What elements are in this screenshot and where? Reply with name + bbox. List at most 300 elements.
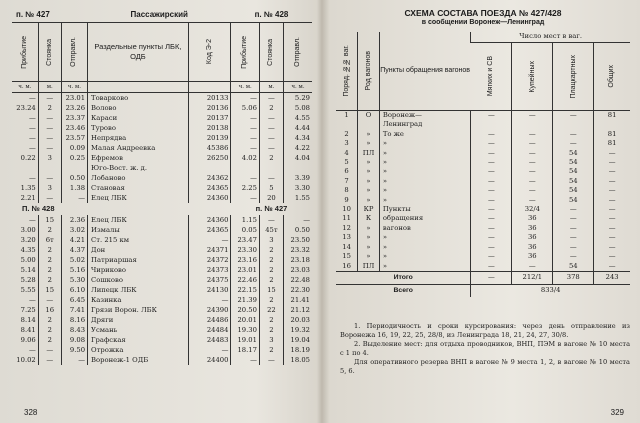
timetable-row xyxy=(12,285,312,295)
time-cell: 6.45 xyxy=(61,295,87,305)
time-cell: 23.46 xyxy=(61,123,87,133)
time-cell: — xyxy=(259,173,283,183)
seats-platzkart xyxy=(553,120,594,129)
group-header-seats: Число мест в ваг. xyxy=(471,32,630,43)
consist-row xyxy=(336,111,630,121)
time-cell: 24365 xyxy=(188,183,231,193)
time-cell: — xyxy=(28,296,36,304)
time-cell xyxy=(61,163,87,173)
car-route: » xyxy=(379,196,471,205)
timetable-row xyxy=(12,355,312,365)
seats-platzkart: 54 xyxy=(553,186,594,195)
time-cell: — xyxy=(28,94,36,102)
grand-total-label: Всего xyxy=(336,284,471,297)
train-right-label: п. № 428 xyxy=(231,8,312,23)
car-number: 14 xyxy=(342,242,351,251)
seats-soft: — xyxy=(471,177,512,186)
station-name: Липецк ЛБК xyxy=(88,285,189,295)
car-number: 13 xyxy=(342,233,351,242)
unit-label xyxy=(188,82,231,93)
seats-common: — xyxy=(594,224,630,233)
car-number: 11 xyxy=(342,214,351,223)
car-type: » xyxy=(358,252,380,261)
seats-common xyxy=(594,120,630,129)
car-number: 3 xyxy=(344,139,349,148)
time-cell: 20137 xyxy=(188,113,231,123)
time-cell: 22.48 xyxy=(283,275,312,285)
time-cell: 0.05 xyxy=(231,225,259,235)
time-cell: 0.22 xyxy=(20,154,36,162)
seats-soft: — xyxy=(471,149,512,158)
car-number xyxy=(336,120,358,129)
time-cell: 3.02 xyxy=(61,225,87,235)
time-cell: 2 xyxy=(259,345,283,355)
timetable-row xyxy=(12,123,312,133)
time-cell: 3 xyxy=(259,235,283,245)
timetable-row xyxy=(12,163,312,173)
seats-common: — xyxy=(594,243,630,252)
car-route: Ленинград xyxy=(379,120,471,129)
time-cell: 19.32 xyxy=(283,325,312,335)
time-cell: — xyxy=(28,134,36,142)
time-cell xyxy=(12,163,38,173)
col-header-arrival: Прибытие xyxy=(20,35,28,69)
train-left-label: п. № 427 xyxy=(12,8,88,23)
car-number: 2 xyxy=(344,129,349,138)
time-cell: 20 xyxy=(259,193,283,203)
seats-common: — xyxy=(594,214,630,223)
car-type: » xyxy=(358,167,380,176)
time-cell xyxy=(259,163,283,173)
time-cell: 7.25 xyxy=(20,306,36,314)
car-type: ПЛ xyxy=(358,149,380,158)
seats-coupe: — xyxy=(512,177,553,186)
car-route: вагонов xyxy=(379,224,471,233)
station-name: Малая Андреевка xyxy=(88,143,189,153)
time-cell: 22 xyxy=(259,305,283,315)
time-cell: — xyxy=(231,133,259,143)
seats-platzkart: 54 xyxy=(553,167,594,176)
time-cell: 18.05 xyxy=(283,355,312,365)
time-cell: 1.35 xyxy=(20,184,36,192)
timetable-row xyxy=(12,153,312,163)
time-cell: 4.34 xyxy=(283,133,312,143)
car-type: О xyxy=(358,111,380,121)
col-header-car-type: Род вагонов xyxy=(364,51,372,91)
time-cell: 7.41 xyxy=(61,305,87,315)
car-route: То же xyxy=(379,130,471,139)
time-cell: 24365 xyxy=(188,225,231,235)
seats-coupe: — xyxy=(512,139,553,148)
car-type xyxy=(358,120,380,129)
seats-platzkart: — xyxy=(553,243,594,252)
col-header-car-number: Поряд. №№ ваг. xyxy=(342,45,350,97)
time-cell: 2 xyxy=(259,325,283,335)
col-header-code: Код Э-2 xyxy=(205,39,213,65)
seats-soft: — xyxy=(471,139,512,148)
consist-subtitle: в сообщении Воронеж—Ленинград xyxy=(421,19,545,26)
time-cell: 3 xyxy=(259,335,283,345)
time-cell: — xyxy=(231,173,259,183)
time-cell: — xyxy=(188,235,231,245)
car-type: » xyxy=(358,196,380,205)
seats-coupe: — xyxy=(512,186,553,195)
seats-coupe: — xyxy=(512,262,553,272)
car-route: » xyxy=(379,262,471,272)
time-cell: 2 xyxy=(259,295,283,305)
unit-label: ч. м. xyxy=(283,82,312,93)
timetable-row xyxy=(12,193,312,203)
time-cell: 6т xyxy=(38,235,61,245)
time-cell: 5.00 xyxy=(20,256,36,264)
seats-common: — xyxy=(594,196,630,205)
time-cell: 4.55 xyxy=(283,113,312,123)
time-cell: 2 xyxy=(259,315,283,325)
unit-label: ч. м. xyxy=(12,82,38,93)
station-name: Дряги xyxy=(88,315,189,325)
train-category: Пассажирский xyxy=(88,8,231,23)
station-name: Воронеж-1 ОДБ xyxy=(88,355,189,365)
consist-row xyxy=(336,262,630,272)
time-cell: — xyxy=(188,345,231,355)
time-cell: 10.02 xyxy=(16,356,36,364)
car-route: обращения xyxy=(379,214,471,223)
time-cell: 20.01 xyxy=(231,315,259,325)
seats-coupe: 36 xyxy=(512,252,553,261)
seats-coupe: 36 xyxy=(512,243,553,252)
seats-coupe: — xyxy=(512,130,553,139)
time-cell: — xyxy=(259,133,283,143)
time-cell: 5.29 xyxy=(283,93,312,104)
seats-soft: — xyxy=(471,243,512,252)
seats-platzkart: — xyxy=(553,214,594,223)
time-cell: 23.32 xyxy=(283,245,312,255)
total-soft: — xyxy=(471,271,512,284)
page-number-left: 328 xyxy=(24,408,38,417)
time-cell xyxy=(231,163,259,173)
time-cell: 1.38 xyxy=(61,183,87,193)
time-cell: 2 xyxy=(38,245,61,255)
seats-soft: — xyxy=(471,205,512,214)
seats-soft: — xyxy=(471,167,512,176)
time-cell: 2 xyxy=(38,265,61,275)
col-header-soft: Мягких и СВ xyxy=(487,56,495,97)
timetable-row xyxy=(12,225,312,235)
station-name: Ст. 215 км xyxy=(88,235,189,245)
car-route: » xyxy=(379,233,471,242)
time-cell: 24390 xyxy=(188,305,231,315)
time-cell: 23.03 xyxy=(283,265,312,275)
time-cell: — xyxy=(38,123,61,133)
car-route: Пункты xyxy=(379,205,471,214)
time-cell xyxy=(283,163,312,173)
car-type: » xyxy=(358,243,380,252)
time-cell: 4.04 xyxy=(283,153,312,163)
time-cell: 9.50 xyxy=(61,345,87,355)
col-header-stop: Стоянка xyxy=(45,38,53,66)
time-cell: — xyxy=(259,355,283,365)
seats-soft: — xyxy=(471,214,512,223)
seats-soft: — xyxy=(471,111,512,121)
consist-row xyxy=(336,158,630,167)
car-route: » xyxy=(379,186,471,195)
car-type: КР xyxy=(358,205,380,214)
time-cell: — xyxy=(28,216,36,224)
timetable-row xyxy=(12,245,312,255)
time-cell: — xyxy=(61,355,87,365)
car-number: 16 xyxy=(342,261,351,270)
time-cell: 2 xyxy=(38,225,61,235)
unit-label xyxy=(88,82,189,93)
time-cell: — xyxy=(38,193,61,203)
seats-common: — xyxy=(594,186,630,195)
time-cell: 22.30 xyxy=(283,285,312,295)
time-cell: 5.28 xyxy=(20,276,36,284)
seats-common: — xyxy=(594,149,630,158)
time-cell: 18.19 xyxy=(283,345,312,355)
time-cell: 20139 xyxy=(188,133,231,143)
timetable-row xyxy=(12,113,312,123)
time-cell: 24360 xyxy=(188,193,231,203)
timetable-row xyxy=(12,325,312,335)
time-cell: 3.30 xyxy=(283,183,312,193)
seats-common: — xyxy=(594,262,630,272)
station-name: Волово xyxy=(88,103,189,113)
car-number: 10 xyxy=(342,205,351,214)
seats-platzkart: 54 xyxy=(553,262,594,272)
consist-row xyxy=(336,167,630,176)
time-cell: 24362 xyxy=(188,173,231,183)
timetable-row xyxy=(12,315,312,325)
seats-platzkart: — xyxy=(553,111,594,121)
time-cell: 8.41 xyxy=(20,326,36,334)
consist-row xyxy=(336,214,630,223)
timetable-row xyxy=(12,183,312,193)
car-number: 15 xyxy=(342,252,351,261)
time-cell: 15 xyxy=(38,215,61,225)
col-header-platzkart: Плацкартных xyxy=(569,54,577,99)
time-cell: — xyxy=(38,113,61,123)
seats-common: — xyxy=(594,205,630,214)
consist-row xyxy=(336,205,630,214)
station-name: Караси xyxy=(88,113,189,123)
time-cell: 24486 xyxy=(188,315,231,325)
car-number: 1 xyxy=(344,111,349,119)
seats-soft: — xyxy=(471,233,512,242)
time-cell: 22.15 xyxy=(231,285,259,295)
consist-row xyxy=(336,149,630,158)
notes xyxy=(340,322,630,377)
time-cell: 8.16 xyxy=(61,315,87,325)
consist-row xyxy=(336,196,630,205)
sub-header-left: П. № 428 xyxy=(22,204,55,213)
time-cell: 26250 xyxy=(188,153,231,163)
time-cell: 23.16 xyxy=(231,255,259,265)
time-cell: 3 xyxy=(38,183,61,193)
time-cell: 5.14 xyxy=(20,266,36,274)
station-name: Чириково xyxy=(88,265,189,275)
consist-row xyxy=(336,243,630,252)
time-cell: 4.37 xyxy=(61,245,87,255)
timetable-row xyxy=(12,235,312,245)
time-cell: — xyxy=(259,143,283,153)
time-cell xyxy=(38,163,61,173)
time-cell: 3 xyxy=(38,153,61,163)
timetable-row xyxy=(12,255,312,265)
col-header-common: Общих xyxy=(608,65,616,88)
station-name: Лобаново xyxy=(88,173,189,183)
car-route: » xyxy=(379,167,471,176)
station-name: Измалы xyxy=(88,225,189,235)
time-cell: — xyxy=(231,113,259,123)
seats-coupe: — xyxy=(512,158,553,167)
car-number: 12 xyxy=(342,223,351,232)
time-cell: 2 xyxy=(38,315,61,325)
consist-title: СХЕМА СОСТАВА ПОЕЗДА № 427/428 xyxy=(404,8,562,18)
car-type: ПЛ xyxy=(358,262,380,272)
page-number-right: 329 xyxy=(610,408,624,417)
time-cell: — xyxy=(259,93,283,104)
time-cell: 2 xyxy=(38,335,61,345)
car-number: 5 xyxy=(344,158,349,167)
time-cell: — xyxy=(38,355,61,365)
time-cell: 3.20 xyxy=(20,236,36,244)
timetable-row xyxy=(12,335,312,345)
time-cell: 2 xyxy=(259,153,283,163)
station-name: Ефремов xyxy=(88,153,189,163)
time-cell: 24372 xyxy=(188,255,231,265)
time-cell: 20.03 xyxy=(283,315,312,325)
time-cell: 0.50 xyxy=(61,173,87,183)
station-name: Елец ЛБК xyxy=(88,215,189,225)
time-cell: — xyxy=(28,174,36,182)
time-cell: — xyxy=(38,345,61,355)
timetable-row xyxy=(12,275,312,285)
right-page xyxy=(326,0,640,423)
seats-platzkart: 54 xyxy=(553,196,594,205)
station-name: Становая xyxy=(88,183,189,193)
time-cell: 4.44 xyxy=(283,123,312,133)
total-platzkart: 378 xyxy=(553,271,594,284)
seats-soft: — xyxy=(471,262,512,272)
time-cell: — xyxy=(231,93,259,104)
time-cell: 4.02 xyxy=(231,153,259,163)
time-cell: 1.15 xyxy=(231,215,259,225)
col-header-stations: Раздельные пункты ЛБК, ОДБ xyxy=(88,23,189,82)
time-cell: 5.16 xyxy=(61,265,87,275)
time-cell: 1.55 xyxy=(283,193,312,203)
time-cell: 23.30 xyxy=(231,245,259,255)
seats-soft: — xyxy=(471,196,512,205)
time-cell: 19.01 xyxy=(231,335,259,345)
time-cell: 9.08 xyxy=(61,335,87,345)
timetable-row xyxy=(12,345,312,355)
time-cell: 2 xyxy=(259,265,283,275)
station-name: Усмань xyxy=(88,325,189,335)
left-page xyxy=(0,0,318,423)
time-cell: 24375 xyxy=(188,275,231,285)
seats-platzkart: — xyxy=(553,224,594,233)
time-cell: 2 xyxy=(38,103,61,113)
car-route: » xyxy=(379,177,471,186)
timetable-row xyxy=(12,93,312,104)
car-number: 7 xyxy=(344,176,349,185)
car-route: » xyxy=(379,158,471,167)
time-cell: 24371 xyxy=(188,245,231,255)
time-cell: — xyxy=(28,346,36,354)
seats-common: 81 xyxy=(594,139,630,148)
seats-common: — xyxy=(594,252,630,261)
station-name: Сошково xyxy=(88,275,189,285)
consist-row xyxy=(336,252,630,261)
station-name: Патриаршая xyxy=(88,255,189,265)
seats-platzkart: — xyxy=(553,233,594,242)
seats-soft xyxy=(471,120,512,129)
seats-coupe: — xyxy=(512,149,553,158)
time-cell: 5.55 xyxy=(20,286,36,294)
time-cell: — xyxy=(231,143,259,153)
car-type: » xyxy=(358,139,380,148)
time-cell: — xyxy=(28,114,36,122)
consist-table xyxy=(336,32,630,297)
time-cell: 6.10 xyxy=(61,285,87,295)
timetable-row xyxy=(12,103,312,113)
seats-platzkart: 54 xyxy=(553,177,594,186)
car-number: 8 xyxy=(344,186,349,195)
station-name: Грязи Ворон. ЛБК xyxy=(88,305,189,315)
timetable-row xyxy=(12,265,312,275)
seats-soft: — xyxy=(471,186,512,195)
seats-coupe: 36 xyxy=(512,214,553,223)
seats-coupe: — xyxy=(512,196,553,205)
time-cell: 23.26 xyxy=(61,103,87,113)
time-cell: 0.25 xyxy=(61,153,87,163)
time-cell: 23.57 xyxy=(61,133,87,143)
unit-label: м. xyxy=(38,82,61,93)
time-cell: 2.25 xyxy=(231,183,259,193)
time-cell: 15 xyxy=(38,285,61,295)
note-1: 1. Периодичность и сроки курсирования: через день отправление из Воронежа 16, 19, 22, 25, 28/8, из Ленинграда 18, 21, 24, 27, 30/8. xyxy=(340,322,630,339)
time-cell: 24130 xyxy=(188,285,231,295)
time-cell: 5.08 xyxy=(283,103,312,113)
time-cell: 21.12 xyxy=(283,305,312,315)
station-name: Турово xyxy=(88,123,189,133)
car-route: » xyxy=(379,252,471,261)
car-route: » xyxy=(379,149,471,158)
consist-row xyxy=(336,130,630,139)
time-cell: 8.43 xyxy=(61,325,87,335)
time-cell: — xyxy=(231,193,259,203)
time-cell: 2 xyxy=(38,325,61,335)
grand-total-value: 833/4 xyxy=(471,284,630,297)
seats-platzkart: — xyxy=(553,130,594,139)
car-type: » xyxy=(358,158,380,167)
note-3: Для оперативного резерва ВНП в вагоне № 9 места 1, 2, в вагоне № 10 места 5, 6. xyxy=(340,358,630,375)
time-cell: — xyxy=(231,355,259,365)
car-type: » xyxy=(358,224,380,233)
time-cell: 4.35 xyxy=(20,246,36,254)
time-cell: — xyxy=(28,124,36,132)
time-cell: 5.06 xyxy=(231,103,259,113)
time-cell: 5.30 xyxy=(61,275,87,285)
timetable-row xyxy=(12,215,312,225)
time-cell: 45386 xyxy=(188,143,231,153)
timetable-row xyxy=(12,133,312,143)
seats-soft: — xyxy=(471,158,512,167)
unit-label: ч. м. xyxy=(231,82,259,93)
time-cell: 23.50 xyxy=(283,235,312,245)
col-header-route: Пункты обращения вагонов xyxy=(379,32,471,111)
